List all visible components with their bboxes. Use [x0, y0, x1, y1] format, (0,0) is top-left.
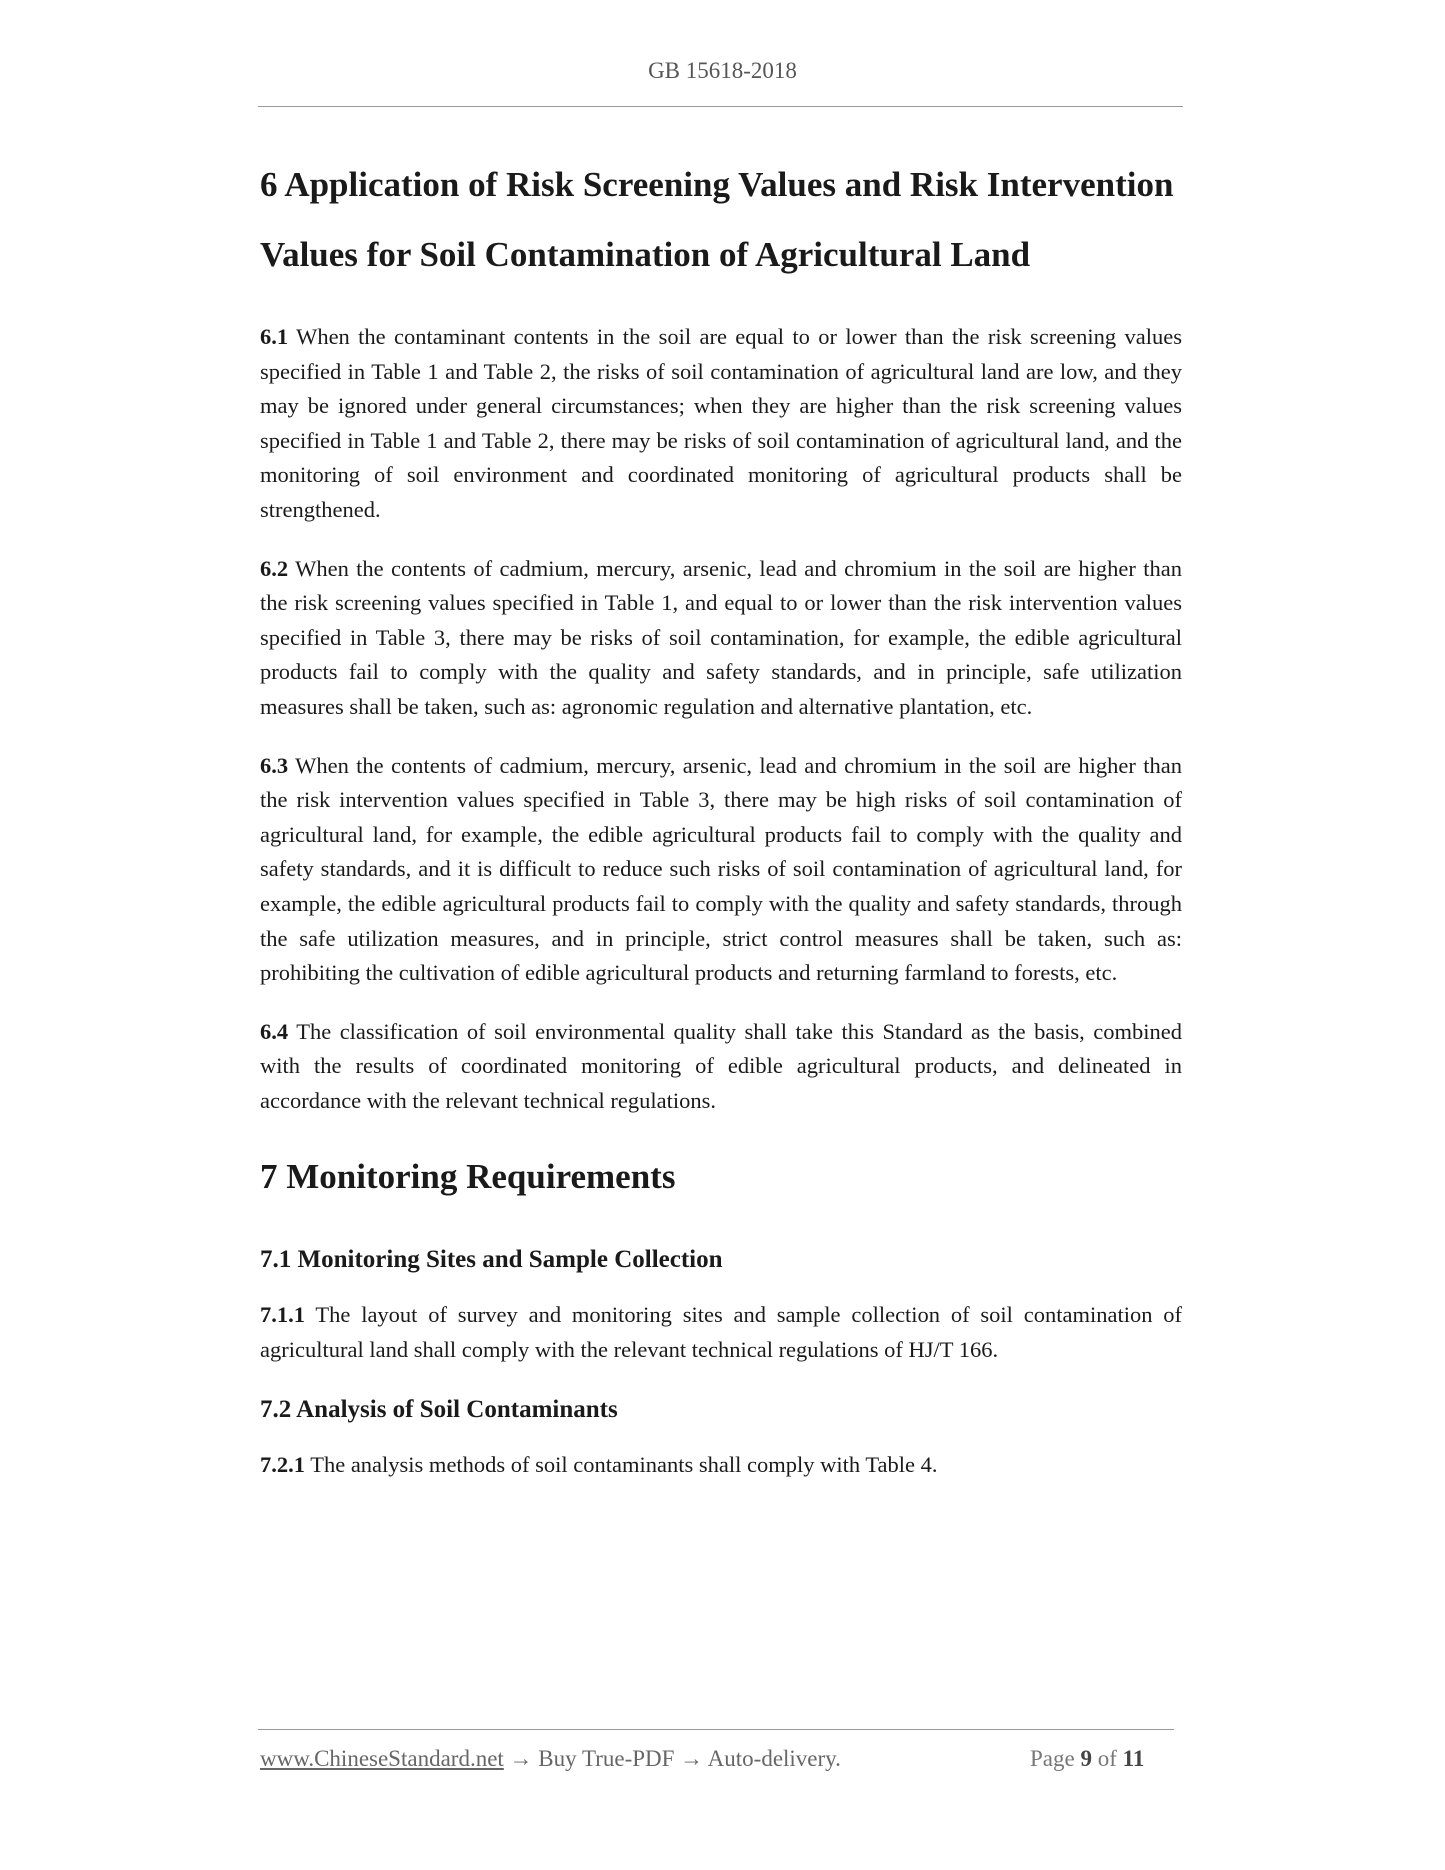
clause-6-2 [260, 552, 1182, 725]
clause-7-2-1 [260, 1448, 1182, 1483]
section-7-heading: 7 Monitoring Requirements [260, 1157, 676, 1197]
clause-7-1-1 [260, 1298, 1182, 1367]
footer-promo [260, 1746, 841, 1772]
section-6-heading [260, 150, 1182, 290]
page-content [260, 150, 1182, 1506]
promo-text: → Buy True-PDF → Auto-delivery. [509, 1746, 841, 1771]
clause-6-4 [260, 1015, 1182, 1119]
clause-number: 6.3 [260, 752, 289, 778]
page-total: 11 [1122, 1746, 1145, 1771]
section-6-heading-line2: Values for Soil Contamination of Agricultural Land [260, 235, 1031, 274]
clause-number: 7.1.1 [260, 1302, 305, 1328]
clause-text: When the contaminant contents in the soil are equal to or lower than the risk screening values specified in Table 1 and Table 2, the risks of soil contamination of agricultural land are low, and they may be ignored under general circumstances; when they are higher than the risk screening values specified in Table 1 and Table 2, there may be risks of soil contamination of agricultural land, and the monitoring of soil environment and coordinated monitoring of agricultural products shall be strengthened. [260, 324, 1183, 522]
clause-text: When the contents of cadmium, mercury, arsenic, lead and chromium in the soil are higher than the risk screening values specified in Table 1, and equal to or lower than the risk intervention values specified in Table 3, there may be risks of soil contamination, for example, the edible agricultural products fail to comply with the quality and safety standards, and in principle, safe utilization measures shall be taken, such as: agronomic regulation and alternative plantation, etc. [260, 555, 1183, 719]
page-indicator [1030, 1746, 1144, 1772]
clause-text: The analysis methods of soil contaminants shall comply with Table 4. [310, 1451, 938, 1477]
clause-number: 6.2 [260, 555, 289, 581]
document-code-header: GB 15618-2018 [648, 58, 797, 83]
footer-divider [258, 1729, 1174, 1730]
site-link[interactable]: www.ChineseStandard.net [260, 1746, 504, 1771]
clause-6-3 [260, 749, 1182, 991]
clause-6-1 [260, 320, 1182, 528]
clause-text: The layout of survey and monitoring sites and sample collection of soil contamination of agricultural land shall comply with the relevant technical regulations of HJ/T 166. [260, 1302, 1183, 1363]
page-current: 9 [1080, 1746, 1092, 1771]
clause-number: 6.1 [260, 324, 289, 349]
clause-number: 7.2.1 [260, 1451, 305, 1477]
section-7-1-heading: 7.1 Monitoring Sites and Sample Collection [260, 1246, 723, 1274]
section-6-heading-line1: 6 Application of Risk Screening Values and Risk Intervention [260, 165, 1174, 204]
clause-number: 6.4 [260, 1018, 289, 1044]
page-word: Page [1030, 1746, 1075, 1771]
clause-text: The classification of soil environmental quality shall take this Standard as the basis, combined with the results of coordinated monitoring of edible agricultural products, and delineated in accordance with the relevant technical regulations. [260, 1018, 1182, 1113]
page-of: of [1097, 1746, 1117, 1771]
header-divider [258, 106, 1183, 107]
clause-text: When the contents of cadmium, mercury, arsenic, lead and chromium in the soil are higher than the risk intervention values specified in Table 3, there may be high risks of soil contamination of agricultural land, for example, the edible agricultural products fail to comply with the quality and safety standards, and it is difficult to reduce such risks of soil contamination of agricultural land, for example, the edible agricultural products fail to comply with the quality and safety standards, through the safe utilization measures, and in principle, strict control measures shall be taken, such as: prohibiting the cultivation of edible agricultural products and returning farmland to forests, etc. [260, 752, 1183, 986]
section-7-2-heading: 7.2 Analysis of Soil Contaminants [260, 1395, 618, 1423]
